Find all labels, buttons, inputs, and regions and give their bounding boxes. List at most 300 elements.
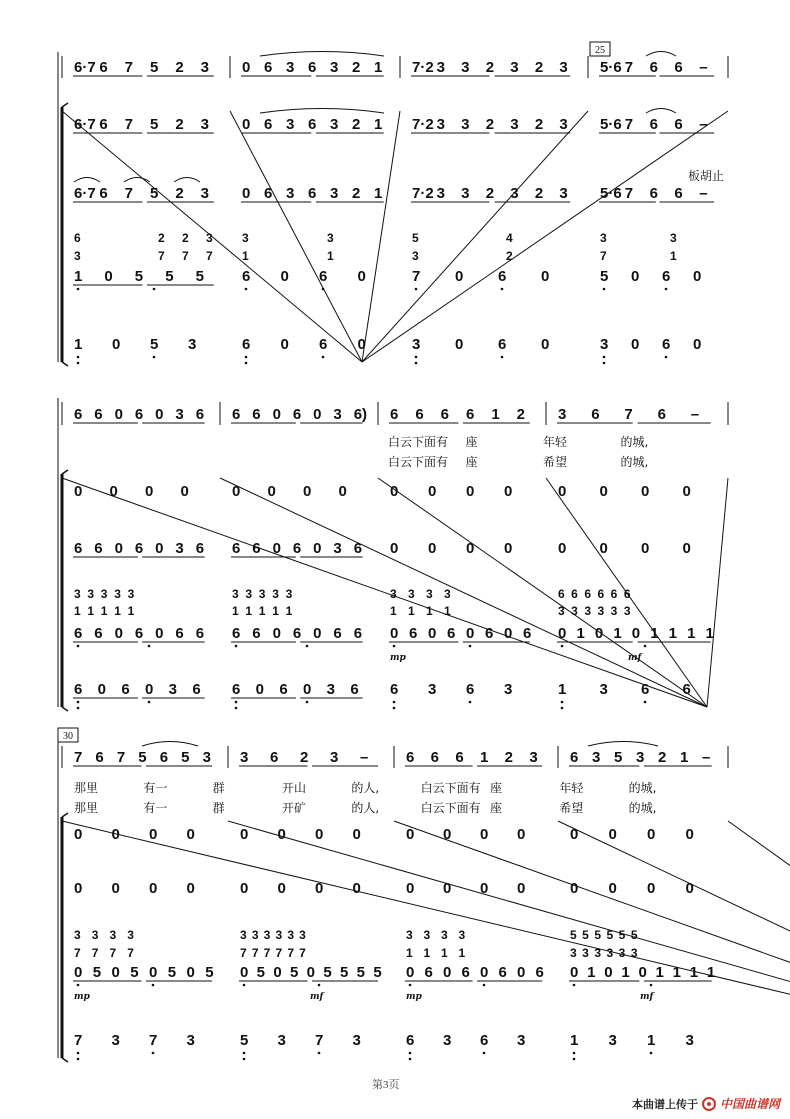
chord-digit: 1 bbox=[127, 604, 135, 618]
note-digit: 6 bbox=[159, 749, 169, 766]
dynamic-mark: mp bbox=[74, 992, 90, 1002]
note-digit: 0 bbox=[352, 880, 361, 897]
chord-digit: 3 bbox=[444, 587, 451, 601]
note-digit: 5 bbox=[130, 964, 139, 981]
chord-digit: 3 bbox=[630, 946, 638, 960]
note-digit: 3 bbox=[168, 681, 178, 698]
note-digit: 0 bbox=[466, 483, 475, 500]
chord-digit: 7 bbox=[275, 946, 283, 960]
note-digit: 5 bbox=[165, 268, 174, 285]
note-digit: 0 bbox=[641, 483, 650, 500]
octave-dot bbox=[393, 707, 396, 710]
chord-digit: 1 bbox=[423, 946, 431, 960]
bar-line bbox=[230, 111, 362, 362]
lyric-line1: 的城, bbox=[628, 781, 657, 795]
note-digit: 0 bbox=[570, 880, 579, 897]
note-digit: 3 bbox=[510, 185, 519, 202]
note-digit: 0 bbox=[599, 483, 608, 500]
octave-dot bbox=[148, 645, 151, 648]
note-digit: 0 bbox=[114, 406, 123, 423]
page-number: 第3页 bbox=[372, 1079, 400, 1091]
note-digit: 6 bbox=[232, 681, 241, 698]
note-digit: 1 bbox=[491, 406, 500, 423]
note-digit: 0 bbox=[240, 964, 249, 981]
note-digit: 7 bbox=[149, 1032, 158, 1049]
chord-digit: 3 bbox=[441, 928, 448, 942]
dynamic-mark: mf bbox=[640, 992, 654, 1002]
octave-dot bbox=[393, 701, 396, 704]
octave-dot bbox=[393, 645, 396, 648]
note-digit: 0 bbox=[517, 964, 526, 981]
note-digit: 6 bbox=[674, 59, 683, 76]
note-digit: 0 bbox=[280, 336, 289, 353]
chord-digit: 3 bbox=[74, 587, 81, 601]
octave-dot bbox=[322, 288, 325, 291]
note-digit: 6 bbox=[121, 681, 130, 698]
note-digit: 0 bbox=[455, 268, 464, 285]
note-digit: 5 bbox=[614, 749, 623, 766]
note-digit: 1 bbox=[74, 336, 83, 353]
note-digit: 7 bbox=[74, 749, 83, 766]
octave-dot bbox=[469, 701, 472, 704]
note-digit: 6 bbox=[242, 336, 251, 353]
note-digit: 0 bbox=[242, 116, 251, 133]
note-digit: 0 bbox=[406, 880, 415, 897]
note-digit: 6 bbox=[682, 681, 691, 698]
note-digit: 6 bbox=[74, 681, 83, 698]
octave-dot bbox=[573, 1052, 576, 1055]
note-digit: 0 bbox=[180, 483, 189, 500]
chord-digit: 5 bbox=[618, 928, 626, 942]
note-digit: 7 bbox=[124, 59, 134, 76]
note-digit: 0 bbox=[97, 681, 107, 698]
note-digit: 6·7 bbox=[74, 185, 96, 202]
note-digit: 0 bbox=[428, 483, 437, 500]
octave-dot bbox=[235, 707, 238, 710]
lyric-line1: 座 bbox=[465, 435, 478, 449]
chord-digit: 3 bbox=[670, 231, 677, 245]
octave-dot bbox=[483, 984, 486, 987]
note-digit: 0 bbox=[517, 880, 526, 897]
octave-dot bbox=[603, 362, 606, 365]
note-digit: 6 bbox=[74, 625, 83, 642]
chord-digit: 3 bbox=[406, 928, 413, 942]
note-digit: 2 bbox=[300, 749, 309, 766]
note-digit: 3 bbox=[443, 1032, 452, 1049]
lyric-line1: 白云下面有 bbox=[420, 781, 481, 795]
note-digit: 6 bbox=[662, 336, 671, 353]
lyric-line1: 的城, bbox=[620, 435, 649, 449]
note-digit: 2 bbox=[175, 116, 184, 133]
chord-digit: 2 bbox=[182, 231, 189, 245]
note-digit: 0 bbox=[186, 826, 195, 843]
lyric-line2: 的城, bbox=[620, 455, 649, 469]
note-digit: 3 bbox=[510, 59, 519, 76]
note-digit: 2 bbox=[175, 185, 184, 202]
note-digit: 6 bbox=[430, 749, 440, 766]
octave-dot bbox=[77, 701, 80, 704]
note-digit: 0 bbox=[428, 625, 437, 642]
note-digit: 6 bbox=[390, 406, 399, 423]
note-digit: 0 bbox=[315, 880, 324, 897]
note-digit: 5 bbox=[373, 964, 382, 981]
dynamic-mark: mp bbox=[390, 653, 406, 663]
note-digit: 0 bbox=[631, 336, 640, 353]
note-digit: 6 bbox=[424, 964, 433, 981]
note-digit: 2 bbox=[658, 749, 667, 766]
note-digit: 3 bbox=[326, 681, 336, 698]
note-digit: 3 bbox=[330, 185, 339, 202]
note-digit: 0 bbox=[390, 540, 399, 557]
note-digit: 5 bbox=[290, 964, 299, 981]
chord-digit: 6 bbox=[610, 587, 618, 601]
note-digit: 7·2 bbox=[412, 59, 434, 76]
note-digit: 0 bbox=[406, 964, 415, 981]
note-digit: 0 bbox=[186, 964, 195, 981]
note-digit: 6 bbox=[252, 406, 261, 423]
note-digit: 5 bbox=[205, 964, 214, 981]
note-digit: 0 bbox=[504, 540, 513, 557]
note-digit: 2 bbox=[534, 185, 544, 202]
note-digit: 3 bbox=[111, 1032, 120, 1049]
bar-line bbox=[558, 821, 790, 1058]
note-digit: 0 bbox=[406, 826, 415, 843]
chord-digit: 1 bbox=[272, 604, 279, 618]
note-digit: 2 bbox=[485, 59, 495, 76]
lyric-line2: 那里 bbox=[74, 801, 99, 815]
note-digit: 5 bbox=[150, 59, 159, 76]
lyric-line1: 的人, bbox=[351, 781, 380, 795]
score-marks bbox=[58, 42, 790, 1062]
octave-dot bbox=[644, 645, 647, 648]
octave-dot bbox=[469, 645, 472, 648]
octave-dot bbox=[650, 984, 653, 987]
note-digit: 0 bbox=[149, 826, 158, 843]
chord-digit: 3 bbox=[87, 587, 95, 601]
note-digit: 0 bbox=[685, 826, 694, 843]
note-digit: 0 bbox=[443, 826, 452, 843]
chord-digit: 1 bbox=[458, 946, 466, 960]
note-digit: 2 bbox=[175, 59, 184, 76]
chord-digit: 3 bbox=[240, 928, 247, 942]
note-digit: 6 bbox=[485, 625, 494, 642]
note-digit: 5 bbox=[150, 336, 159, 353]
lyric-line2: 座 bbox=[490, 801, 503, 815]
note-digit: 1 bbox=[570, 1032, 579, 1049]
chord-digit: 3 bbox=[127, 928, 134, 942]
chord-digit: 3 bbox=[258, 587, 266, 601]
octave-dot bbox=[409, 1052, 412, 1055]
note-digit: 7 bbox=[74, 1032, 83, 1049]
note-digit: 6 bbox=[409, 625, 418, 642]
note-digit: 3 bbox=[600, 336, 609, 353]
measure-number: 25 bbox=[595, 45, 605, 56]
note-digit: 6 bbox=[195, 540, 205, 557]
note-digit: 0 bbox=[517, 826, 526, 843]
note-digit: 3 bbox=[461, 59, 470, 76]
note-digit: 3 bbox=[436, 185, 445, 202]
note-digit: 6 bbox=[466, 406, 475, 423]
note-digit: 6 bbox=[242, 268, 251, 285]
lyric-line2: 开矿 bbox=[282, 801, 307, 815]
note-digit: 1 bbox=[668, 625, 678, 642]
footer-brand bbox=[632, 1095, 780, 1112]
octave-dot bbox=[665, 288, 668, 291]
chord-digit: 3 bbox=[242, 231, 249, 245]
note-digit: 0 bbox=[313, 540, 322, 557]
note-digit: 6 bbox=[264, 116, 273, 133]
note-digit: 5 bbox=[356, 964, 366, 981]
note-digit: 0 bbox=[306, 964, 316, 981]
octave-dot bbox=[318, 984, 321, 987]
note-digit: 6 bbox=[94, 406, 103, 423]
slur bbox=[142, 742, 198, 747]
note-digit: 6 bbox=[99, 59, 108, 76]
note-digit: 0 bbox=[232, 483, 241, 500]
note-digit: 6 bbox=[95, 749, 104, 766]
note-digit: 0 bbox=[641, 540, 650, 557]
octave-dot bbox=[77, 984, 80, 987]
note-digit: 0 bbox=[558, 483, 567, 500]
dynamic-mark: mp bbox=[406, 992, 422, 1002]
note-digit: 0 bbox=[352, 826, 361, 843]
chord-digit: 3 bbox=[412, 249, 419, 263]
note-digit: 0 bbox=[303, 681, 312, 698]
note-digit: 6 bbox=[498, 268, 507, 285]
chord-digit: 3 bbox=[423, 928, 431, 942]
note-digit: 3 bbox=[558, 406, 567, 423]
note-digit: 6 bbox=[353, 625, 363, 642]
note-digit: 3 bbox=[186, 1032, 195, 1049]
chord-digit: 1 bbox=[285, 604, 293, 618]
bracket-hook bbox=[62, 707, 68, 711]
chord-digit: 7 bbox=[240, 946, 247, 960]
chord-digit: 3 bbox=[263, 928, 271, 942]
note-digit: 2 bbox=[485, 116, 495, 133]
note-digit: 6) bbox=[353, 406, 368, 423]
note-digit: 0 bbox=[608, 880, 617, 897]
note-digit: 6 bbox=[674, 116, 683, 133]
note-digit: – bbox=[690, 406, 700, 423]
note-digit: 6 bbox=[406, 749, 415, 766]
chord-digit: 7 bbox=[91, 946, 99, 960]
note-digit: 3 bbox=[529, 749, 538, 766]
chord-digit: 3 bbox=[287, 928, 295, 942]
bar-line bbox=[362, 111, 588, 362]
lyric-line1: 年轻 bbox=[543, 435, 568, 449]
note-digit: 7 bbox=[624, 406, 633, 423]
note-digit: 5 bbox=[134, 268, 144, 285]
octave-dot bbox=[77, 707, 80, 710]
note-digit: 6 bbox=[535, 964, 544, 981]
note-digit: 3 bbox=[436, 116, 445, 133]
note-digit: 6 bbox=[406, 1032, 415, 1049]
note-digit: 0 bbox=[155, 406, 164, 423]
note-digit: 6 bbox=[264, 185, 273, 202]
note-digit: 3 bbox=[352, 1032, 361, 1049]
note-digit: 2 bbox=[516, 406, 526, 423]
note-digit: 3 bbox=[461, 116, 470, 133]
note-digit: 3 bbox=[330, 749, 339, 766]
note-digit: 2 bbox=[485, 185, 495, 202]
chord-digit: 3 bbox=[206, 231, 213, 245]
note-digit: 6 bbox=[319, 336, 328, 353]
note-digit: 1 bbox=[587, 964, 596, 981]
note-digit: 0 bbox=[280, 268, 289, 285]
chord-digit: 1 bbox=[406, 946, 413, 960]
chord-digit: 6 bbox=[558, 587, 565, 601]
note-digit: 6 bbox=[570, 749, 579, 766]
note-digit: 0 bbox=[111, 964, 120, 981]
note-digit: 6 bbox=[333, 625, 342, 642]
bar-line bbox=[728, 821, 790, 1058]
note-digit: – bbox=[699, 59, 708, 76]
chord-digit: 3 bbox=[109, 928, 117, 942]
note-digit: 0 bbox=[608, 826, 617, 843]
lyric-line2: 的人, bbox=[351, 801, 380, 815]
note-digit: 5 bbox=[323, 964, 332, 981]
lyric-line1: 那里 bbox=[74, 781, 99, 795]
note-digit: 0 bbox=[255, 681, 265, 698]
note-digit: 0 bbox=[466, 540, 475, 557]
lyric-line2: 座 bbox=[465, 455, 478, 469]
note-digit: 7 bbox=[124, 116, 134, 133]
note-digit: 3 bbox=[286, 59, 295, 76]
note-digit: 0 bbox=[155, 625, 164, 642]
note-digit: 3 bbox=[559, 116, 568, 133]
note-digit: 6 bbox=[461, 964, 470, 981]
note-digit: 3 bbox=[636, 749, 645, 766]
note-digit: 2 bbox=[352, 185, 361, 202]
chord-digit: 6 bbox=[584, 587, 592, 601]
lyric-line1: 白云下面有 bbox=[388, 435, 449, 449]
note-digit: 0 bbox=[443, 964, 452, 981]
note-digit: 3 bbox=[412, 336, 421, 353]
lyric-line1: 群 bbox=[212, 781, 225, 795]
note-digit: – bbox=[699, 185, 708, 202]
note-digit: 0 bbox=[558, 540, 567, 557]
note-digit: 0 bbox=[647, 826, 656, 843]
note-digit: 0 bbox=[303, 483, 312, 500]
note-digit: 6 bbox=[455, 749, 464, 766]
note-digit: 0 bbox=[111, 826, 120, 843]
note-digit: 6 bbox=[498, 964, 507, 981]
note-digit: 3 bbox=[277, 1032, 286, 1049]
chord-digit: 3 bbox=[408, 587, 415, 601]
bracket-hook bbox=[62, 470, 68, 474]
note-digit: 3 bbox=[608, 1032, 617, 1049]
note-digit: 3 bbox=[202, 749, 211, 766]
chord-digit: 3 bbox=[606, 946, 614, 960]
note-digit: 6 bbox=[641, 681, 650, 698]
chord-digit: 6 bbox=[74, 231, 81, 245]
note-digit: 0 bbox=[357, 336, 366, 353]
note-digit: 6 bbox=[480, 1032, 489, 1049]
chord-digit: 5 bbox=[630, 928, 638, 942]
octave-dot bbox=[153, 288, 156, 291]
chord-digit: 1 bbox=[327, 249, 334, 263]
note-digit: 6·7 bbox=[74, 59, 96, 76]
note-digit: 6 bbox=[99, 116, 108, 133]
note-digit: 0 bbox=[240, 880, 249, 897]
note-digit: 0 bbox=[599, 540, 608, 557]
note-digit: 3 bbox=[333, 406, 342, 423]
note-digit: 7 bbox=[315, 1032, 324, 1049]
note-digit: 6 bbox=[319, 268, 328, 285]
note-digit: 7 bbox=[412, 268, 421, 285]
note-digit: 0 bbox=[186, 880, 195, 897]
note-digit: 3 bbox=[428, 681, 437, 698]
octave-dot bbox=[152, 984, 155, 987]
note-digit: 3 bbox=[592, 749, 601, 766]
bar-line bbox=[228, 821, 790, 1058]
note-digit: 5·6 bbox=[600, 59, 622, 76]
note-digit: 1 bbox=[655, 964, 664, 981]
octave-dot bbox=[77, 356, 80, 359]
chord-digit: 3 bbox=[285, 587, 293, 601]
chord-digit: 3 bbox=[114, 587, 121, 601]
note-digit: 3 bbox=[200, 116, 210, 133]
note-digit: 1 bbox=[374, 116, 383, 133]
slur bbox=[174, 178, 200, 183]
note-digit: 0 bbox=[277, 880, 286, 897]
note-digit: 6 bbox=[649, 116, 658, 133]
note-digit: 6 bbox=[232, 406, 241, 423]
note-digit: 5·6 bbox=[600, 185, 622, 202]
chord-digit: 1 bbox=[242, 249, 249, 263]
octave-dot bbox=[243, 1052, 246, 1055]
chord-digit: 7 bbox=[287, 946, 295, 960]
note-digit: 5 bbox=[240, 1032, 249, 1049]
note-digit: 6 bbox=[649, 185, 658, 202]
octave-dot bbox=[501, 356, 504, 359]
chord-digit: 3 bbox=[327, 231, 334, 245]
chord-digit: 7 bbox=[158, 249, 165, 263]
chord-digit: 3 bbox=[251, 928, 259, 942]
octave-dot bbox=[235, 701, 238, 704]
note-digit: 0 bbox=[74, 964, 83, 981]
octave-dot bbox=[77, 1058, 80, 1061]
note-digit: 0 bbox=[682, 483, 691, 500]
note-digit: 0 bbox=[466, 625, 475, 642]
note-digit: 2 bbox=[352, 59, 361, 76]
note-digit: 0 bbox=[74, 880, 83, 897]
octave-dot bbox=[148, 701, 151, 704]
note-digit: 7·2 bbox=[412, 185, 434, 202]
note-digit: 3 bbox=[188, 336, 197, 353]
note-digit: 3 bbox=[685, 1032, 694, 1049]
note-digit: 0 bbox=[149, 880, 158, 897]
chord-digit: 6 bbox=[623, 587, 631, 601]
note-digit: 3 bbox=[504, 681, 513, 698]
octave-dot bbox=[243, 984, 246, 987]
chord-digit: 7 bbox=[263, 946, 271, 960]
note-digit: 0 bbox=[145, 681, 154, 698]
brand-name: 中国曲谱网 bbox=[719, 1097, 780, 1111]
note-digit: 6 bbox=[99, 185, 108, 202]
octave-dot bbox=[77, 362, 80, 365]
note-digit: 1 bbox=[680, 749, 689, 766]
note-digit: 3 bbox=[175, 406, 184, 423]
chord-digit: 3 bbox=[600, 231, 607, 245]
note-digit: 1 bbox=[576, 625, 585, 642]
lyric-line1: 年轻 bbox=[559, 781, 584, 795]
note-digit: 3 bbox=[559, 59, 568, 76]
footer-upload-text: 本曲谱上传于 bbox=[631, 1097, 698, 1111]
note-digit: 0 bbox=[338, 483, 347, 500]
note-digit: 7 bbox=[624, 59, 634, 76]
note-digit: 6 bbox=[175, 625, 184, 642]
